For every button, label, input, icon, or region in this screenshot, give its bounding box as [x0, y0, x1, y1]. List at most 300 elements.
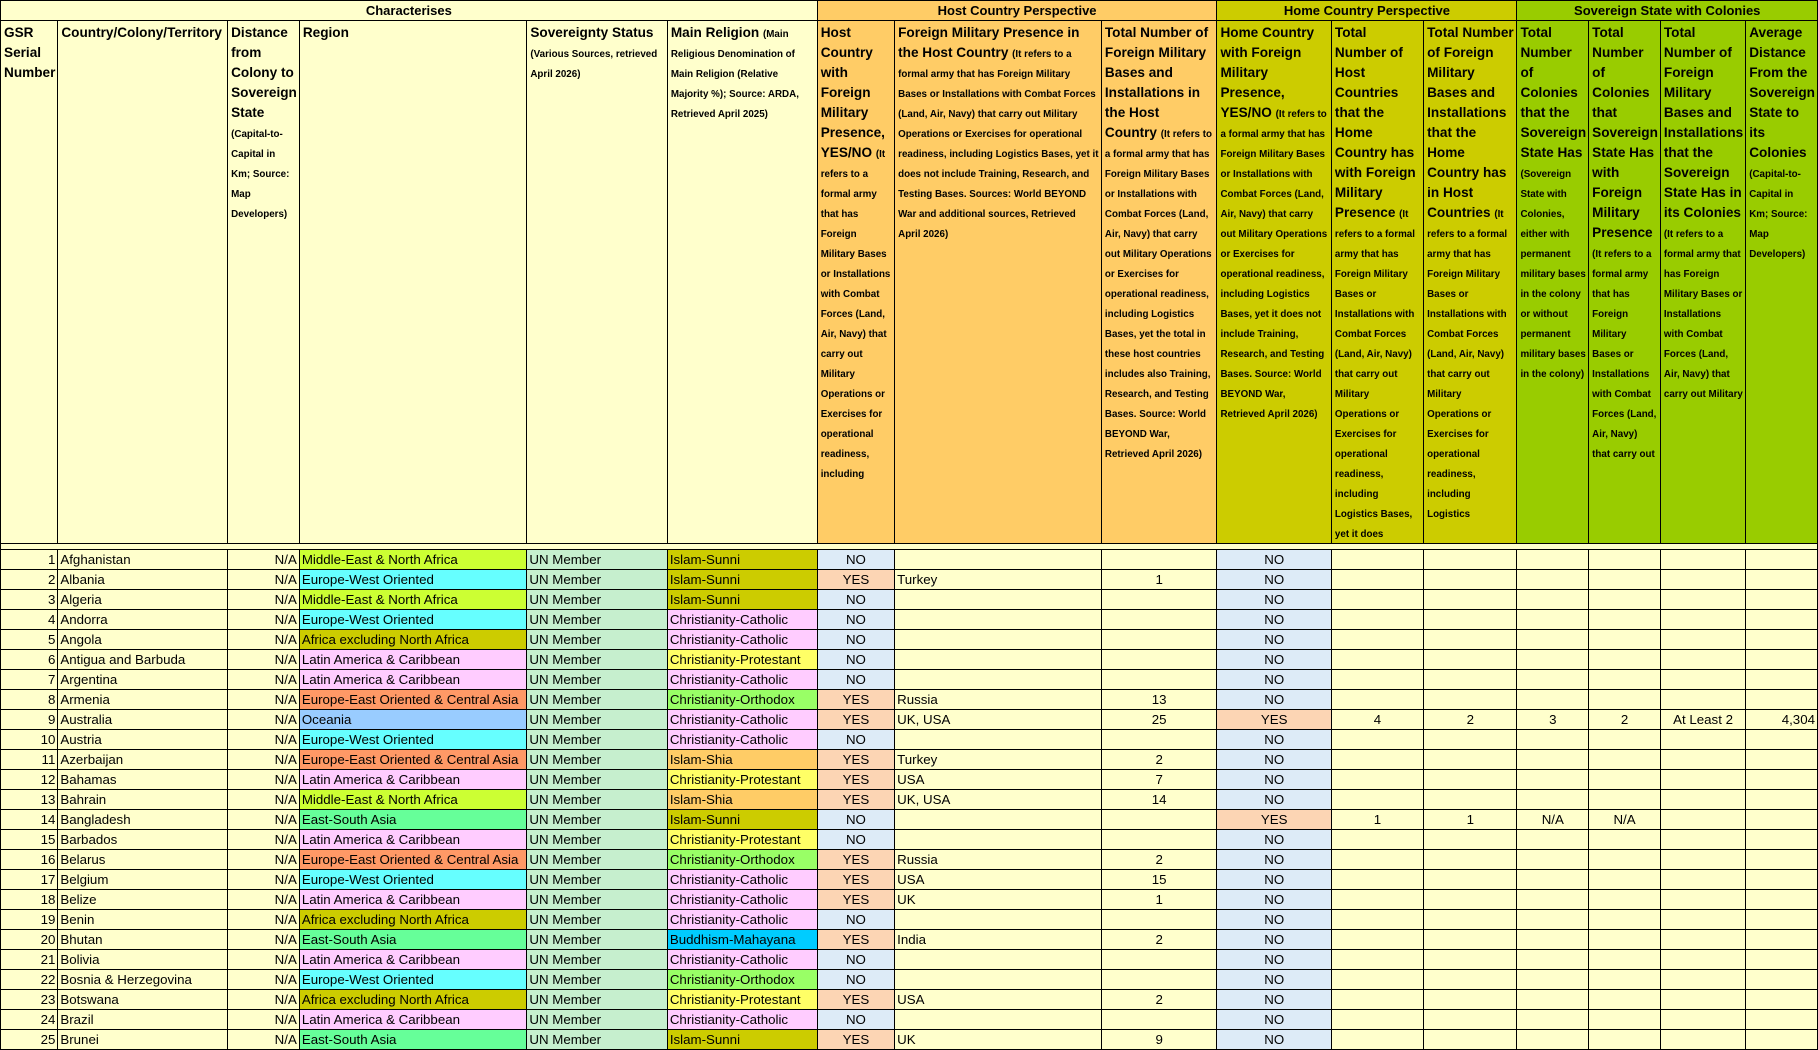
home-host-countries-cell[interactable] [1331, 590, 1423, 610]
home-host-countries-cell[interactable] [1331, 1010, 1423, 1030]
foreign-presence-cell[interactable] [895, 630, 1102, 650]
colonies-presence-cell[interactable] [1589, 550, 1661, 570]
home-bases-cell[interactable]: 2 [1424, 710, 1517, 730]
religion-cell[interactable]: Islam-Shia [667, 750, 817, 770]
home-presence-cell[interactable]: YES [1217, 810, 1331, 830]
colonies-cell[interactable] [1517, 570, 1589, 590]
sovereignty-cell[interactable]: UN Member [527, 650, 667, 670]
country-cell[interactable]: Andorra [58, 610, 228, 630]
colonies-presence-cell[interactable] [1589, 910, 1661, 930]
region-cell[interactable]: Europe-East Oriented & Central Asia [299, 850, 527, 870]
column-header-foreign-presence[interactable] [895, 21, 1102, 544]
colony-bases-cell[interactable] [1660, 770, 1745, 790]
home-presence-cell[interactable]: NO [1217, 610, 1331, 630]
foreign-presence-cell[interactable]: USA [895, 870, 1102, 890]
colonies-cell[interactable] [1517, 910, 1589, 930]
sovereignty-cell[interactable]: UN Member [527, 890, 667, 910]
country-cell[interactable]: Brazil [58, 1010, 228, 1030]
colonies-presence-cell[interactable] [1589, 930, 1661, 950]
sovereignty-cell[interactable]: UN Member [527, 970, 667, 990]
host-presence-cell[interactable]: YES [817, 750, 894, 770]
avg-distance-cell[interactable] [1746, 1030, 1818, 1050]
distance-cell[interactable]: N/A [228, 1010, 300, 1030]
serial-cell[interactable]: 14 [1, 810, 58, 830]
country-cell[interactable]: Angola [58, 630, 228, 650]
colony-bases-cell[interactable] [1660, 1010, 1745, 1030]
colonies-presence-cell[interactable] [1589, 1030, 1661, 1050]
region-cell[interactable]: Europe-East Oriented & Central Asia [299, 690, 527, 710]
host-bases-cell[interactable]: 14 [1101, 790, 1217, 810]
home-bases-cell[interactable] [1424, 850, 1517, 870]
colonies-presence-cell[interactable] [1589, 770, 1661, 790]
colony-bases-cell[interactable] [1660, 790, 1745, 810]
sovereignty-cell[interactable]: UN Member [527, 730, 667, 750]
column-header-home-host-countries[interactable] [1331, 21, 1423, 544]
serial-cell[interactable]: 1 [1, 550, 58, 570]
distance-cell[interactable]: N/A [228, 950, 300, 970]
foreign-presence-cell[interactable] [895, 730, 1102, 750]
sovereignty-cell[interactable]: UN Member [527, 990, 667, 1010]
foreign-presence-cell[interactable]: UK, USA [895, 790, 1102, 810]
distance-cell[interactable]: N/A [228, 870, 300, 890]
serial-cell[interactable]: 20 [1, 930, 58, 950]
sovereignty-cell[interactable]: UN Member [527, 790, 667, 810]
colonies-presence-cell[interactable] [1589, 690, 1661, 710]
colony-bases-cell[interactable] [1660, 590, 1745, 610]
region-cell[interactable]: Middle-East & North Africa [299, 550, 527, 570]
host-presence-cell[interactable]: NO [817, 630, 894, 650]
religion-cell[interactable]: Christianity-Catholic [667, 670, 817, 690]
group-header-host-country[interactable]: Host Country Perspective [817, 1, 1217, 21]
host-presence-cell[interactable]: NO [817, 590, 894, 610]
country-cell[interactable]: Belgium [58, 870, 228, 890]
country-cell[interactable]: Austria [58, 730, 228, 750]
country-cell[interactable]: Bangladesh [58, 810, 228, 830]
colonies-presence-cell[interactable] [1589, 870, 1661, 890]
host-bases-cell[interactable]: 1 [1101, 890, 1217, 910]
distance-cell[interactable]: N/A [228, 730, 300, 750]
serial-cell[interactable]: 23 [1, 990, 58, 1010]
colony-bases-cell[interactable] [1660, 990, 1745, 1010]
avg-distance-cell[interactable] [1746, 750, 1818, 770]
home-host-countries-cell[interactable] [1331, 850, 1423, 870]
sovereignty-cell[interactable]: UN Member [527, 930, 667, 950]
region-cell[interactable]: Latin America & Caribbean [299, 950, 527, 970]
column-header-religion[interactable] [667, 21, 817, 544]
region-cell[interactable]: Africa excluding North Africa [299, 630, 527, 650]
colonies-presence-cell[interactable] [1589, 590, 1661, 610]
host-presence-cell[interactable]: YES [817, 870, 894, 890]
distance-cell[interactable]: N/A [228, 810, 300, 830]
serial-cell[interactable]: 22 [1, 970, 58, 990]
religion-cell[interactable]: Christianity-Catholic [667, 610, 817, 630]
religion-cell[interactable]: Christianity-Catholic [667, 1010, 817, 1030]
home-bases-cell[interactable] [1424, 830, 1517, 850]
avg-distance-cell[interactable] [1746, 690, 1818, 710]
colony-bases-cell[interactable] [1660, 570, 1745, 590]
home-host-countries-cell[interactable] [1331, 550, 1423, 570]
home-host-countries-cell[interactable] [1331, 830, 1423, 850]
home-presence-cell[interactable]: NO [1217, 590, 1331, 610]
distance-cell[interactable]: N/A [228, 930, 300, 950]
host-presence-cell[interactable]: NO [817, 950, 894, 970]
religion-cell[interactable]: Christianity-Catholic [667, 950, 817, 970]
avg-distance-cell[interactable] [1746, 550, 1818, 570]
colonies-cell[interactable] [1517, 850, 1589, 870]
country-cell[interactable]: Azerbaijan [58, 750, 228, 770]
host-presence-cell[interactable]: NO [817, 1010, 894, 1030]
column-header-colonies[interactable] [1517, 21, 1589, 544]
home-host-countries-cell[interactable] [1331, 790, 1423, 810]
colonies-presence-cell[interactable] [1589, 830, 1661, 850]
colony-bases-cell[interactable] [1660, 750, 1745, 770]
host-bases-cell[interactable]: 25 [1101, 710, 1217, 730]
colonies-presence-cell[interactable] [1589, 650, 1661, 670]
avg-distance-cell[interactable] [1746, 610, 1818, 630]
colonies-cell[interactable] [1517, 610, 1589, 630]
sovereignty-cell[interactable]: UN Member [527, 870, 667, 890]
home-presence-cell[interactable]: NO [1217, 970, 1331, 990]
serial-cell[interactable]: 18 [1, 890, 58, 910]
avg-distance-cell[interactable] [1746, 990, 1818, 1010]
avg-distance-cell[interactable] [1746, 830, 1818, 850]
country-cell[interactable]: Barbados [58, 830, 228, 850]
host-bases-cell[interactable]: 2 [1101, 750, 1217, 770]
religion-cell[interactable]: Christianity-Catholic [667, 870, 817, 890]
group-header-sovereign-state[interactable]: Sovereign State with Colonies [1517, 1, 1818, 21]
home-host-countries-cell[interactable] [1331, 910, 1423, 930]
avg-distance-cell[interactable] [1746, 730, 1818, 750]
foreign-presence-cell[interactable]: Russia [895, 690, 1102, 710]
host-presence-cell[interactable]: NO [817, 970, 894, 990]
country-cell[interactable]: Armenia [58, 690, 228, 710]
colonies-presence-cell[interactable] [1589, 670, 1661, 690]
host-bases-cell[interactable] [1101, 630, 1217, 650]
religion-cell[interactable]: Islam-Shia [667, 790, 817, 810]
colony-bases-cell[interactable] [1660, 950, 1745, 970]
group-header-home-country[interactable]: Home Country Perspective [1217, 1, 1517, 21]
colonies-presence-cell[interactable] [1589, 850, 1661, 870]
home-host-countries-cell[interactable] [1331, 970, 1423, 990]
colonies-presence-cell[interactable]: 2 [1589, 710, 1661, 730]
serial-cell[interactable]: 13 [1, 790, 58, 810]
colonies-presence-cell[interactable] [1589, 990, 1661, 1010]
foreign-presence-cell[interactable] [895, 670, 1102, 690]
country-cell[interactable]: Bolivia [58, 950, 228, 970]
colonies-presence-cell[interactable] [1589, 610, 1661, 630]
host-presence-cell[interactable]: YES [817, 1030, 894, 1050]
country-cell[interactable]: Albania [58, 570, 228, 590]
host-bases-cell[interactable]: 1 [1101, 570, 1217, 590]
region-cell[interactable]: Latin America & Caribbean [299, 670, 527, 690]
distance-cell[interactable]: N/A [228, 610, 300, 630]
colony-bases-cell[interactable]: At Least 2 [1660, 710, 1745, 730]
host-bases-cell[interactable] [1101, 830, 1217, 850]
distance-cell[interactable]: N/A [228, 570, 300, 590]
host-presence-cell[interactable]: YES [817, 710, 894, 730]
foreign-presence-cell[interactable]: USA [895, 990, 1102, 1010]
serial-cell[interactable]: 21 [1, 950, 58, 970]
colony-bases-cell[interactable] [1660, 550, 1745, 570]
religion-cell[interactable]: Christianity-Orthodox [667, 850, 817, 870]
serial-cell[interactable]: 15 [1, 830, 58, 850]
home-host-countries-cell[interactable] [1331, 770, 1423, 790]
colonies-cell[interactable] [1517, 750, 1589, 770]
home-presence-cell[interactable]: NO [1217, 930, 1331, 950]
colony-bases-cell[interactable] [1660, 670, 1745, 690]
religion-cell[interactable]: Christianity-Protestant [667, 650, 817, 670]
column-header-avg-distance[interactable] [1746, 21, 1818, 544]
home-host-countries-cell[interactable]: 1 [1331, 810, 1423, 830]
colony-bases-cell[interactable] [1660, 610, 1745, 630]
sovereignty-cell[interactable]: UN Member [527, 1010, 667, 1030]
home-bases-cell[interactable] [1424, 990, 1517, 1010]
host-bases-cell[interactable]: 15 [1101, 870, 1217, 890]
home-presence-cell[interactable]: NO [1217, 890, 1331, 910]
country-cell[interactable]: Antigua and Barbuda [58, 650, 228, 670]
serial-cell[interactable]: 17 [1, 870, 58, 890]
avg-distance-cell[interactable] [1746, 870, 1818, 890]
distance-cell[interactable]: N/A [228, 630, 300, 650]
foreign-presence-cell[interactable] [895, 830, 1102, 850]
home-bases-cell[interactable] [1424, 570, 1517, 590]
sovereignty-cell[interactable]: UN Member [527, 750, 667, 770]
religion-cell[interactable]: Christianity-Catholic [667, 910, 817, 930]
host-presence-cell[interactable]: YES [817, 990, 894, 1010]
home-host-countries-cell[interactable] [1331, 650, 1423, 670]
colony-bases-cell[interactable] [1660, 690, 1745, 710]
region-cell[interactable]: Latin America & Caribbean [299, 830, 527, 850]
colonies-cell[interactable] [1517, 830, 1589, 850]
host-bases-cell[interactable] [1101, 910, 1217, 930]
column-header-home-presence[interactable] [1217, 21, 1331, 544]
home-bases-cell[interactable] [1424, 910, 1517, 930]
serial-cell[interactable]: 4 [1, 610, 58, 630]
sovereignty-cell[interactable]: UN Member [527, 610, 667, 630]
serial-cell[interactable]: 7 [1, 670, 58, 690]
column-header-home-bases[interactable] [1424, 21, 1517, 544]
avg-distance-cell[interactable] [1746, 570, 1818, 590]
serial-cell[interactable]: 3 [1, 590, 58, 610]
sovereignty-cell[interactable]: UN Member [527, 630, 667, 650]
serial-cell[interactable]: 12 [1, 770, 58, 790]
colonies-cell[interactable] [1517, 730, 1589, 750]
home-presence-cell[interactable]: NO [1217, 790, 1331, 810]
religion-cell[interactable]: Christianity-Catholic [667, 730, 817, 750]
religion-cell[interactable]: Islam-Sunni [667, 570, 817, 590]
host-presence-cell[interactable]: YES [817, 770, 894, 790]
avg-distance-cell[interactable] [1746, 590, 1818, 610]
distance-cell[interactable]: N/A [228, 970, 300, 990]
colony-bases-cell[interactable] [1660, 810, 1745, 830]
religion-cell[interactable]: Islam-Sunni [667, 810, 817, 830]
colony-bases-cell[interactable] [1660, 1030, 1745, 1050]
religion-cell[interactable]: Christianity-Orthodox [667, 970, 817, 990]
home-bases-cell[interactable] [1424, 1030, 1517, 1050]
country-cell[interactable]: Bahrain [58, 790, 228, 810]
home-host-countries-cell[interactable] [1331, 670, 1423, 690]
home-host-countries-cell[interactable] [1331, 730, 1423, 750]
colony-bases-cell[interactable] [1660, 910, 1745, 930]
colony-bases-cell[interactable] [1660, 970, 1745, 990]
serial-cell[interactable]: 10 [1, 730, 58, 750]
home-presence-cell[interactable]: NO [1217, 730, 1331, 750]
sovereignty-cell[interactable]: UN Member [527, 830, 667, 850]
religion-cell[interactable]: Christianity-Catholic [667, 710, 817, 730]
colonies-cell[interactable] [1517, 650, 1589, 670]
religion-cell[interactable]: Buddhism-Mahayana [667, 930, 817, 950]
region-cell[interactable]: Middle-East & North Africa [299, 790, 527, 810]
home-presence-cell[interactable]: NO [1217, 990, 1331, 1010]
serial-cell[interactable]: 9 [1, 710, 58, 730]
distance-cell[interactable]: N/A [228, 690, 300, 710]
home-presence-cell[interactable]: NO [1217, 770, 1331, 790]
home-host-countries-cell[interactable] [1331, 750, 1423, 770]
region-cell[interactable]: Europe-West Oriented [299, 870, 527, 890]
home-bases-cell[interactable] [1424, 630, 1517, 650]
host-presence-cell[interactable]: NO [817, 910, 894, 930]
colonies-cell[interactable] [1517, 950, 1589, 970]
region-cell[interactable]: Latin America & Caribbean [299, 650, 527, 670]
colonies-presence-cell[interactable] [1589, 790, 1661, 810]
home-bases-cell[interactable] [1424, 930, 1517, 950]
home-host-countries-cell[interactable] [1331, 610, 1423, 630]
colonies-presence-cell[interactable]: N/A [1589, 810, 1661, 830]
sovereignty-cell[interactable]: UN Member [527, 550, 667, 570]
foreign-presence-cell[interactable]: UK, USA [895, 710, 1102, 730]
foreign-presence-cell[interactable] [895, 550, 1102, 570]
home-host-countries-cell[interactable] [1331, 870, 1423, 890]
column-header-distance[interactable] [228, 21, 300, 544]
home-presence-cell[interactable]: NO [1217, 750, 1331, 770]
column-header-serial[interactable] [1, 21, 58, 544]
home-presence-cell[interactable]: NO [1217, 910, 1331, 930]
colonies-cell[interactable] [1517, 1030, 1589, 1050]
home-bases-cell[interactable] [1424, 870, 1517, 890]
foreign-presence-cell[interactable] [895, 650, 1102, 670]
home-bases-cell[interactable] [1424, 690, 1517, 710]
sovereignty-cell[interactable]: UN Member [527, 810, 667, 830]
host-bases-cell[interactable]: 2 [1101, 990, 1217, 1010]
distance-cell[interactable]: N/A [228, 990, 300, 1010]
religion-cell[interactable]: Christianity-Catholic [667, 890, 817, 910]
colonies-cell[interactable]: 3 [1517, 710, 1589, 730]
foreign-presence-cell[interactable]: Russia [895, 850, 1102, 870]
host-bases-cell[interactable]: 9 [1101, 1030, 1217, 1050]
host-presence-cell[interactable]: NO [817, 610, 894, 630]
foreign-presence-cell[interactable]: Turkey [895, 570, 1102, 590]
foreign-presence-cell[interactable] [895, 970, 1102, 990]
column-header-colony-bases[interactable] [1660, 21, 1745, 544]
country-cell[interactable]: Argentina [58, 670, 228, 690]
distance-cell[interactable]: N/A [228, 750, 300, 770]
home-host-countries-cell[interactable]: 4 [1331, 710, 1423, 730]
region-cell[interactable]: Europe-West Oriented [299, 730, 527, 750]
religion-cell[interactable]: Christianity-Protestant [667, 990, 817, 1010]
host-bases-cell[interactable] [1101, 1010, 1217, 1030]
home-bases-cell[interactable] [1424, 730, 1517, 750]
country-cell[interactable]: Bahamas [58, 770, 228, 790]
region-cell[interactable]: Latin America & Caribbean [299, 890, 527, 910]
host-presence-cell[interactable]: YES [817, 790, 894, 810]
religion-cell[interactable]: Christianity-Protestant [667, 830, 817, 850]
colonies-cell[interactable] [1517, 770, 1589, 790]
host-bases-cell[interactable] [1101, 650, 1217, 670]
home-host-countries-cell[interactable] [1331, 630, 1423, 650]
column-header-region[interactable] [299, 21, 527, 544]
home-host-countries-cell[interactable] [1331, 950, 1423, 970]
home-presence-cell[interactable]: NO [1217, 1030, 1331, 1050]
host-presence-cell[interactable]: YES [817, 690, 894, 710]
avg-distance-cell[interactable] [1746, 810, 1818, 830]
host-bases-cell[interactable] [1101, 970, 1217, 990]
region-cell[interactable]: East-South Asia [299, 810, 527, 830]
religion-cell[interactable]: Christianity-Catholic [667, 630, 817, 650]
sovereignty-cell[interactable]: UN Member [527, 1030, 667, 1050]
serial-cell[interactable]: 8 [1, 690, 58, 710]
serial-cell[interactable]: 24 [1, 1010, 58, 1030]
foreign-presence-cell[interactable] [895, 1010, 1102, 1030]
host-bases-cell[interactable]: 7 [1101, 770, 1217, 790]
colonies-cell[interactable]: N/A [1517, 810, 1589, 830]
avg-distance-cell[interactable] [1746, 850, 1818, 870]
foreign-presence-cell[interactable] [895, 590, 1102, 610]
home-host-countries-cell[interactable] [1331, 690, 1423, 710]
distance-cell[interactable]: N/A [228, 850, 300, 870]
home-bases-cell[interactable] [1424, 670, 1517, 690]
region-cell[interactable]: Europe-West Oriented [299, 970, 527, 990]
avg-distance-cell[interactable] [1746, 630, 1818, 650]
region-cell[interactable]: Oceania [299, 710, 527, 730]
avg-distance-cell[interactable] [1746, 930, 1818, 950]
colonies-cell[interactable] [1517, 790, 1589, 810]
sovereignty-cell[interactable]: UN Member [527, 570, 667, 590]
distance-cell[interactable]: N/A [228, 650, 300, 670]
colonies-presence-cell[interactable] [1589, 630, 1661, 650]
distance-cell[interactable]: N/A [228, 550, 300, 570]
sovereignty-cell[interactable]: UN Member [527, 850, 667, 870]
colonies-cell[interactable] [1517, 1010, 1589, 1030]
home-host-countries-cell[interactable] [1331, 570, 1423, 590]
colonies-cell[interactable] [1517, 670, 1589, 690]
region-cell[interactable]: Middle-East & North Africa [299, 590, 527, 610]
host-bases-cell[interactable] [1101, 590, 1217, 610]
country-cell[interactable]: Australia [58, 710, 228, 730]
colonies-cell[interactable] [1517, 870, 1589, 890]
avg-distance-cell[interactable] [1746, 950, 1818, 970]
avg-distance-cell[interactable]: 4,304 [1746, 710, 1818, 730]
sovereignty-cell[interactable]: UN Member [527, 910, 667, 930]
colonies-cell[interactable] [1517, 930, 1589, 950]
colonies-cell[interactable] [1517, 970, 1589, 990]
column-header-colonies-presence[interactable] [1589, 21, 1661, 544]
home-presence-cell[interactable]: NO [1217, 950, 1331, 970]
region-cell[interactable]: Africa excluding North Africa [299, 910, 527, 930]
group-header-characterises[interactable]: Characterises [1, 1, 818, 21]
home-presence-cell[interactable]: NO [1217, 690, 1331, 710]
religion-cell[interactable]: Islam-Sunni [667, 550, 817, 570]
home-presence-cell[interactable]: NO [1217, 630, 1331, 650]
home-bases-cell[interactable] [1424, 970, 1517, 990]
avg-distance-cell[interactable] [1746, 650, 1818, 670]
host-bases-cell[interactable] [1101, 730, 1217, 750]
home-bases-cell[interactable] [1424, 790, 1517, 810]
region-cell[interactable]: Latin America & Caribbean [299, 1010, 527, 1030]
colonies-presence-cell[interactable] [1589, 570, 1661, 590]
host-presence-cell[interactable]: NO [817, 810, 894, 830]
country-cell[interactable]: Bosnia & Herzegovina [58, 970, 228, 990]
host-bases-cell[interactable]: 2 [1101, 930, 1217, 950]
